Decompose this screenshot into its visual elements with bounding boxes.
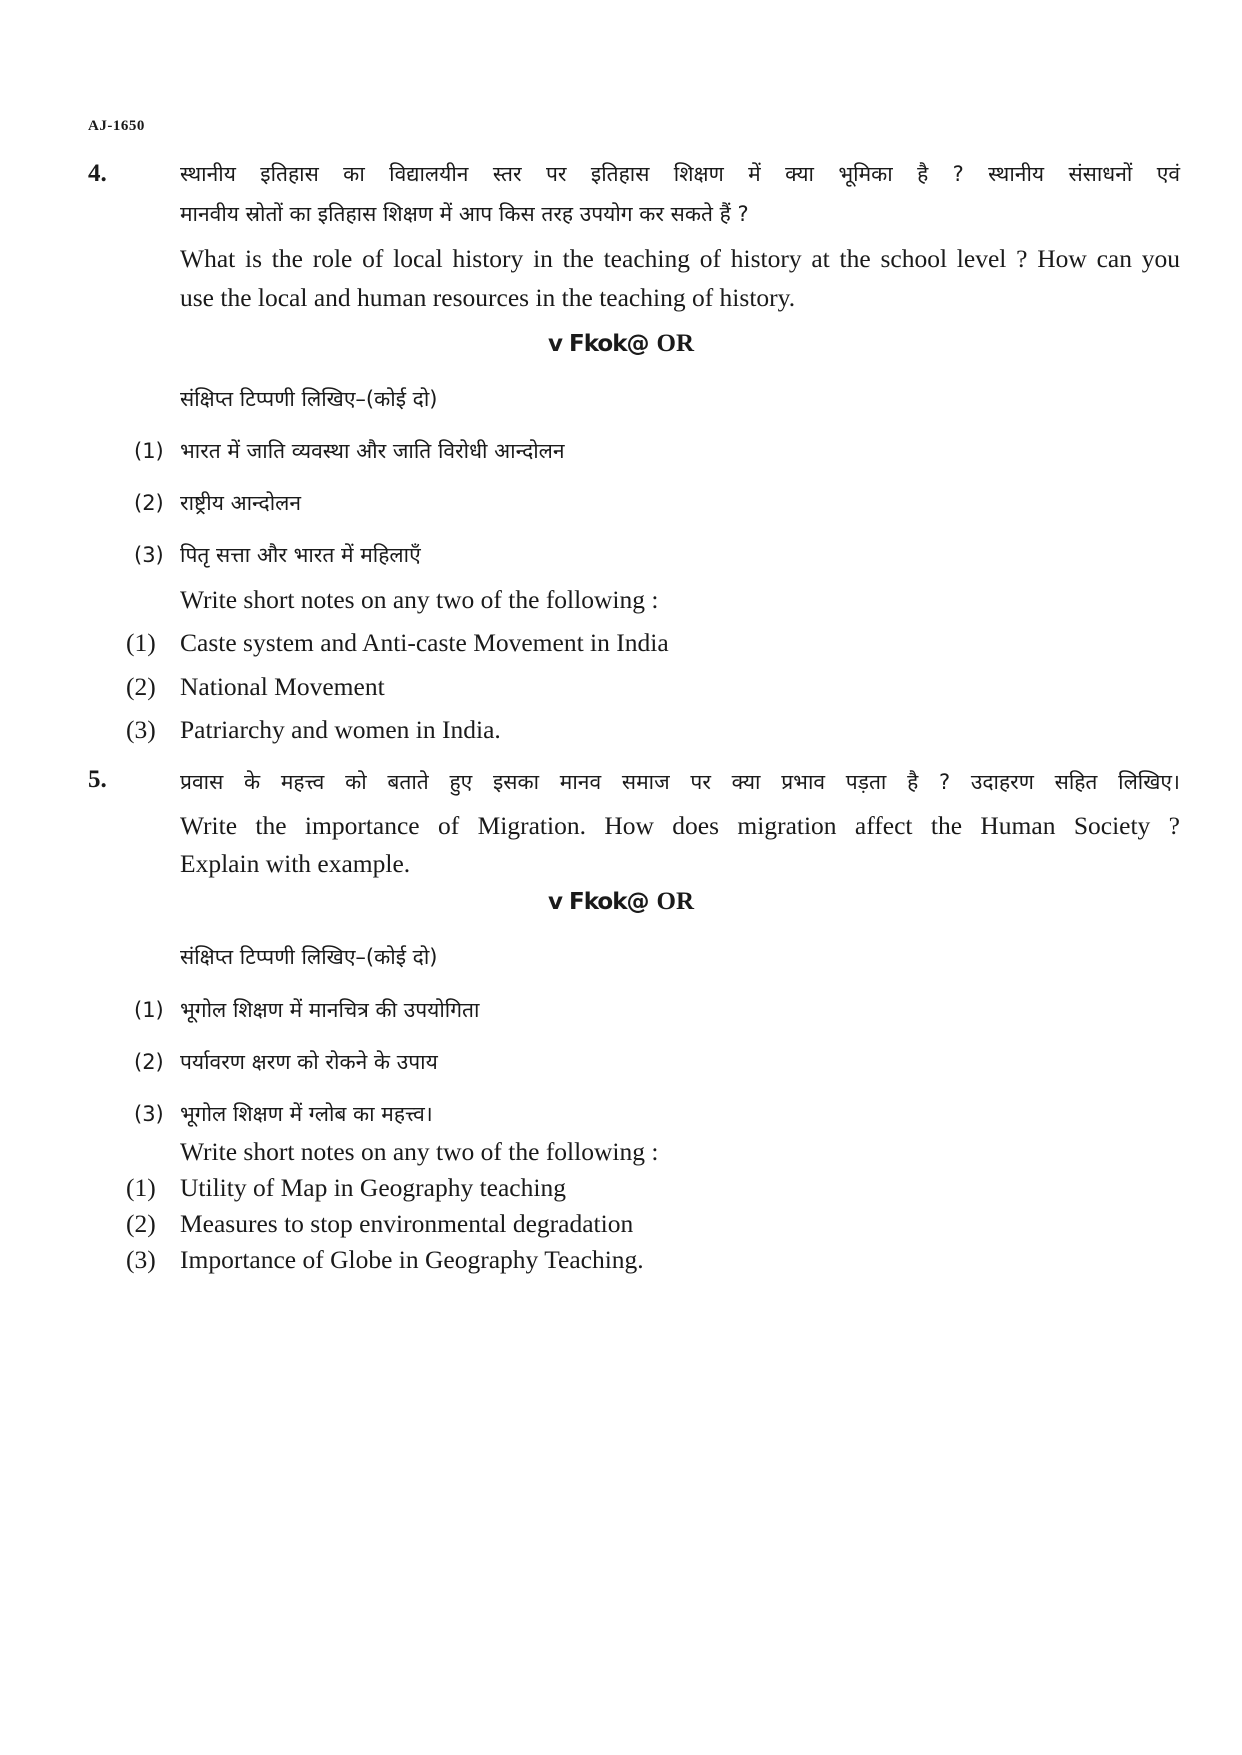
question-4-hindi-instruction: संक्षिप्त टिप्पणी लिखिए–(कोई दो) <box>180 387 438 411</box>
list-item <box>134 1048 438 1076</box>
list-item-number: (2) <box>126 672 156 701</box>
list-item-text: Measures to stop environmental degradation <box>180 1209 634 1238</box>
list-item-number: (3) <box>126 715 156 744</box>
list-item-number: (2) <box>126 1209 156 1238</box>
list-item <box>134 437 565 465</box>
list-item <box>126 1245 644 1275</box>
list-item-number: (2) <box>134 1050 164 1074</box>
or-glyph: v Fkok@ <box>548 889 649 915</box>
question-4-english-instruction: Write short notes on any two of the following : <box>180 585 659 614</box>
list-item-number: (1) <box>134 439 164 463</box>
list-item <box>134 1100 433 1128</box>
list-item-text: भारत में जाति व्यवस्था और जाति विरोधी आन्दोलन <box>180 439 565 463</box>
list-item-number: (3) <box>126 1245 156 1274</box>
list-item <box>126 715 501 745</box>
list-item <box>126 628 669 658</box>
list-item-number: (1) <box>126 628 156 657</box>
question-5-english-instruction: Write short notes on any two of the following : <box>180 1137 659 1166</box>
list-item-number: (3) <box>134 1102 164 1126</box>
page-code: AJ-1650 <box>88 118 145 134</box>
question-5-english-line-1: Write the importance of Migration. How does migration affect the Human Society ? <box>180 811 1180 840</box>
list-item <box>134 489 301 517</box>
list-item-text: पितृ सत्ता और भारत में महिलाएँ <box>180 543 421 567</box>
question-5-hindi-instruction: संक्षिप्त टिप्पणी लिखिए–(कोई दो) <box>180 945 438 969</box>
question-4-hindi-line-2: मानवीय स्रोतों का इतिहास शिक्षण में आप किस तरह उपयोग कर सकते हैं ? <box>180 202 749 226</box>
question-4-hindi-line-1: स्थानीय इतिहास का विद्यालयीन स्तर पर इतिहास शिक्षण में क्या भूमिका है ? स्थानीय संसाधनों एवं <box>180 162 1180 186</box>
list-item-text: National Movement <box>180 672 385 701</box>
question-4-number: 4. <box>88 160 107 187</box>
list-item-text: Patriarchy and women in India. <box>180 715 501 744</box>
or-glyph: v Fkok@ <box>548 331 649 357</box>
list-item-text: भूगोल शिक्षण में मानचित्र की उपयोगिता <box>180 998 480 1022</box>
question-5-english-line-2: Explain with example. <box>180 849 411 878</box>
list-item-number: (3) <box>134 543 164 567</box>
list-item-text: Utility of Map in Geography teaching <box>180 1173 566 1202</box>
question-4-english-line-2: use the local and human resources in the teaching of history. <box>180 283 796 312</box>
list-item <box>126 1209 633 1239</box>
list-item-text: भूगोल शिक्षण में ग्लोब का महत्त्व। <box>180 1102 433 1126</box>
question-5-number: 5. <box>88 766 107 793</box>
question-4-or-heading <box>0 330 1242 358</box>
list-item-number: (2) <box>134 491 164 515</box>
or-word: OR <box>656 330 694 357</box>
list-item-text: Importance of Globe in Geography Teaching. <box>180 1245 644 1274</box>
list-item <box>134 996 479 1024</box>
list-item-number: (1) <box>126 1173 156 1202</box>
list-item <box>126 672 385 702</box>
question-5-or-heading <box>0 888 1242 916</box>
question-5-hindi-line-1: प्रवास के महत्त्व को बताते हुए इसका मानव समाज पर क्या प्रभाव पड़ता है ? उदाहरण सहित लिखिए। <box>180 770 1180 794</box>
list-item <box>134 541 421 569</box>
list-item-number: (1) <box>134 998 164 1022</box>
question-4-english-line-1: What is the role of local history in the teaching of history at the school level ? How can you <box>180 244 1180 273</box>
list-item-text: Caste system and Anti-caste Movement in India <box>180 628 669 657</box>
list-item <box>126 1173 566 1203</box>
or-word: OR <box>656 888 694 915</box>
list-item-text: पर्यावरण क्षरण को रोकने के उपाय <box>180 1050 438 1074</box>
list-item-text: राष्ट्रीय आन्दोलन <box>180 491 302 515</box>
